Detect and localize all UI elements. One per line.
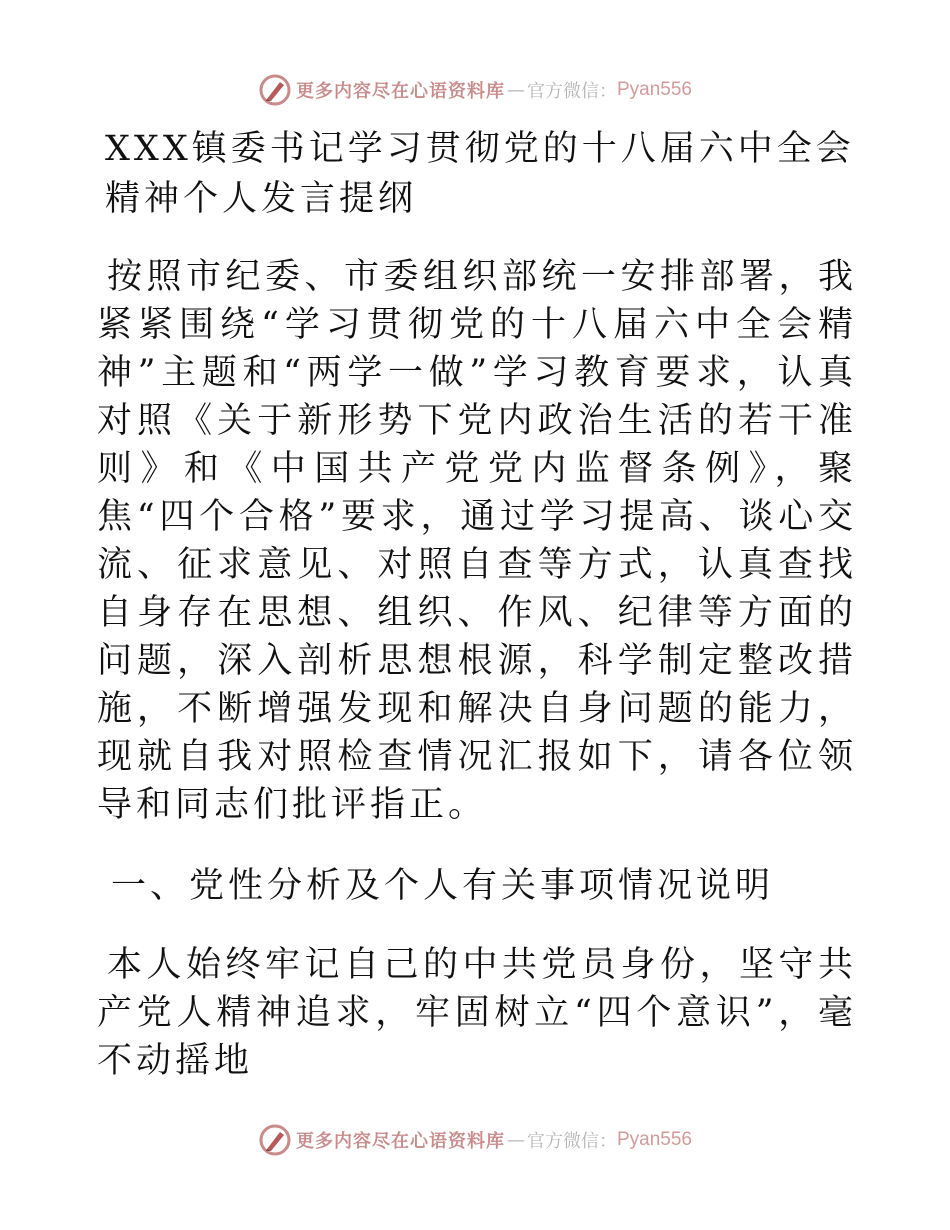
watermark-wechat-id: Pyan556 [616,1129,692,1150]
footer-watermark [0,1120,950,1160]
watermark-text: 更多内容尽在心语资料库 [295,1131,505,1152]
document-body [97,124,857,1085]
document-title: XXX镇委书记学习贯彻党的十八届六中全会精神个人发言提纲 [105,129,855,219]
watermark-wechat-id: Pyan556 [616,79,692,100]
watermark-separator: — [506,1129,525,1151]
paragraph-section-1: 本人始终牢记自己的中共党员身份，坚守共产党人精神追求，牢固树立“四个意识”，毫不动摇地 [97,945,857,1081]
pen-logo-icon [258,1123,292,1157]
watermark-text: 更多内容尽在心语资料库 [295,81,505,102]
watermark-label: 官方微信： [526,1131,617,1152]
pen-logo-icon [258,73,292,107]
section-heading: 一、党性分析及个人有关事项情况说明 [111,866,775,906]
header-watermark [0,70,950,110]
watermark-separator: — [506,79,525,101]
watermark-label: 官方微信： [526,81,617,102]
paragraph-intro: 按照市纪委、市委组织部统一安排部署，我紧紧围绕“学习贯彻党的十八届六中全会精神”主题和“两学一做”学习教育要求，认真对照《关于新形势下党内政治生活的若干准则》和《中国共产党党内监督条例》，聚焦“四个合格”要求，通过学习提高、谈心交流、征求意见、对照自查等方式，认真查找自身存在思想、组织、作风、纪律等方面的问题，深入剖析思想根源，科学制定整改措施，不断增强发现和解决自身问题的能力，现就自我对照检查情况汇报如下，请各位领导和同志们批评指正。 [97,257,857,825]
